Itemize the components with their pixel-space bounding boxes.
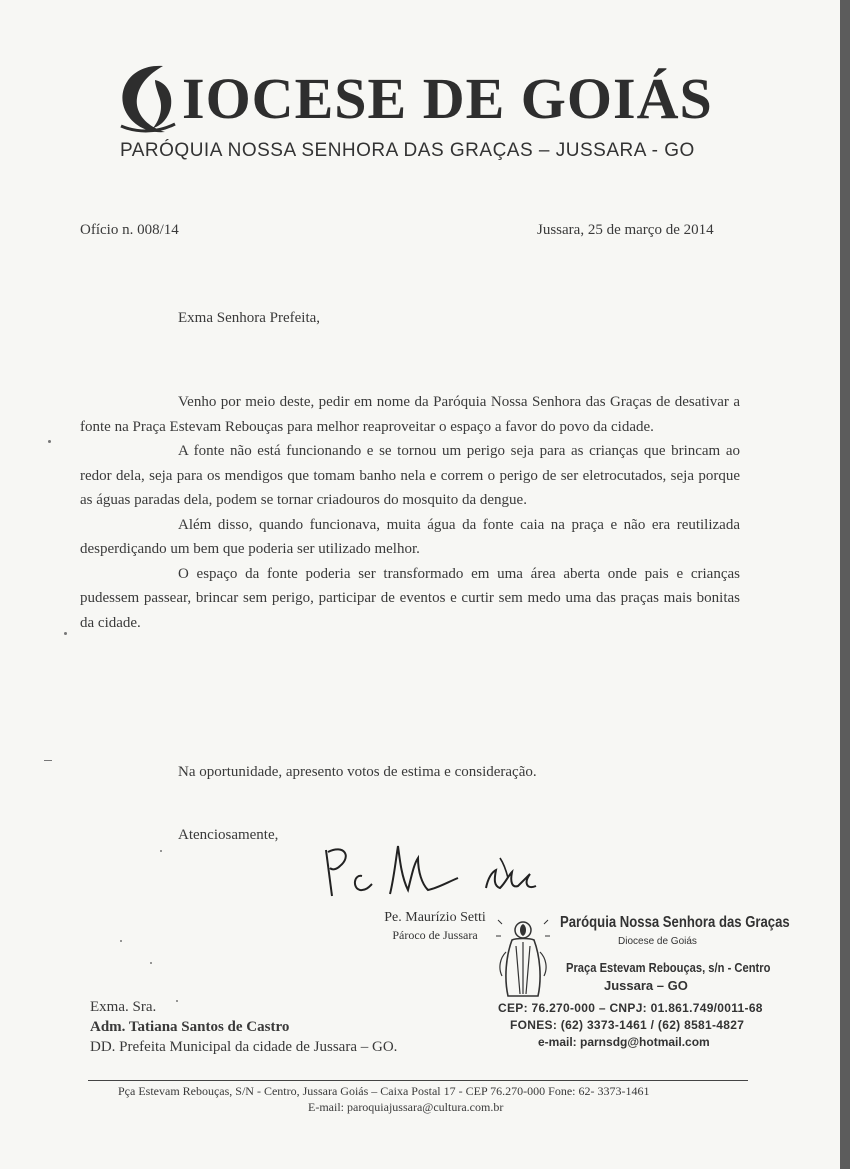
scan-speck [176,1000,178,1002]
stamp-cep-cnpj: CEP: 76.270-000 – CNPJ: 01.861.749/0011-68 [498,1001,763,1015]
salutation: Exma Senhora Prefeita, [178,310,321,326]
letter-body [80,390,740,635]
scan-speck [120,940,122,942]
signer-role: Pároco de Jussara [392,928,478,942]
parish-stamp [492,908,790,1049]
scan-speck [64,632,67,635]
scan-edge [840,0,850,1169]
madonna-figure-icon [492,916,554,1000]
stamp-address: Praça Estevam Rebouças, s/n - Centro [566,960,771,975]
footer-email: E-mail: paroquiajussara@cultura.com.br [308,1100,504,1114]
place-date: Jussara, 25 de março de 2014 [537,222,714,238]
stamp-email: e-mail: parnsdg@hotmail.com [538,1035,710,1049]
recipient-block [90,997,397,1057]
scan-speck [160,850,162,852]
signer-name: Pe. Maurízio Setti [384,910,486,925]
regards-line: Atenciosamente, [178,827,279,843]
body-paragraph: Além disso, quando funcionava, muita água da fonte caia na praça e não era reutilizada desperdiçando um bem que poderia ser utilizado melhor. [80,516,740,557]
letterhead [110,48,713,168]
recipient-salutation: Exma. Sra. [90,999,157,1015]
body-paragraph: A fonte não está funcionando e se tornou um perigo seja para as crianças que brincam ao redor dela, seja para os mendigos que tomam banho nela e correm o perigo de ser eletrocutados, seja porque as águas paradas dela, podem se tornar criadouros do mosquito da dengue. [80,443,740,508]
signer-block [380,910,490,943]
closing-line: Na oportunidade, apresento votos de estima e consideração. [178,764,537,780]
body-paragraph: O espaço da fonte poderia ser transformado em uma área aberta onde pais e crianças pudessem passear, brincar sem perigo, participar de eventos e curtir sem medo uma das praças mais bonitas da cidade. [80,565,740,631]
scan-speck [44,760,52,761]
footer-address: Pça Estevam Rebouças, S/N - Centro, Jussara Goiás – Caixa Postal 17 - CEP 76.270-000 Fone: 62- 3373-1461 [118,1084,650,1098]
stamp-phones: FONES: (62) 3373-1461 / (62) 8581-4827 [510,1018,745,1032]
stamp-title: Paróquia Nossa Senhora das Graças [560,914,790,931]
parish-subtitle: PARÓQUIA NOSSA SENHORA DAS GRAÇAS – JUSSARA - GO [120,140,695,161]
recipient-name: Adm. Tatiana Santos de Castro [90,1019,290,1035]
stamp-city: Jussara – GO [604,978,688,993]
body-paragraph: Venho por meio deste, pedir em nome da Paróquia Nossa Senhora das Graças de desativar a fonte na Praça Estevam Rebouças para melhor reaproveitar o espaço a favor do povo da cidade. [80,394,740,435]
scan-speck [150,962,152,964]
office-number: Ofício n. 008/14 [80,222,179,238]
recipient-position: DD. Prefeita Municipal da cidade de Jussara – GO. [90,1039,398,1055]
diocese-logo-icon [115,60,185,140]
diocese-title: IOCESE DE GOIÁS [182,66,713,131]
handwritten-signature [318,838,558,908]
stamp-subtitle: Diocese de Goiás [618,936,697,947]
scan-speck [48,440,51,443]
footer-divider [88,1080,748,1081]
